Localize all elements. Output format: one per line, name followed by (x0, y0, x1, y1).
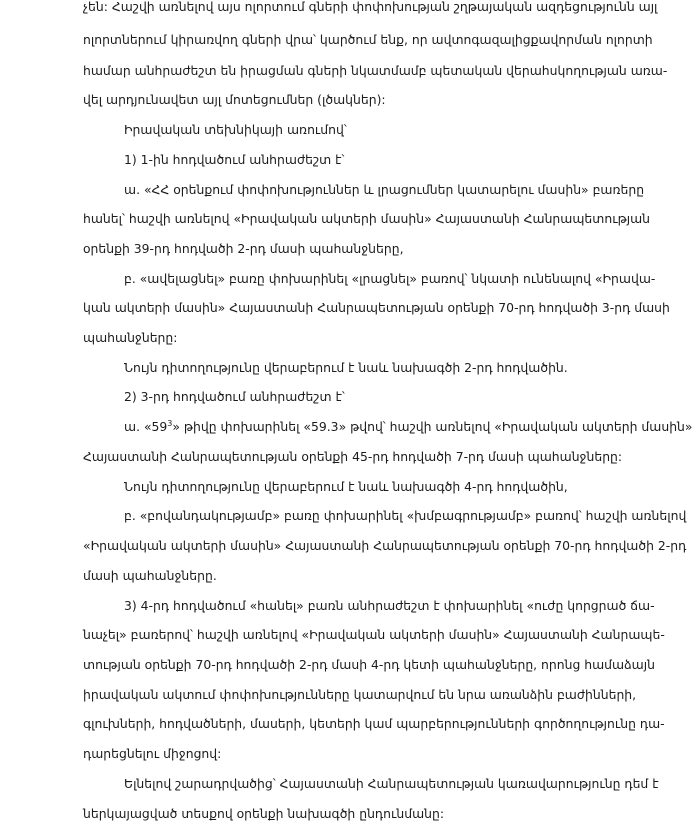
line-segment: » թիվը փոխարինել «59.3» թվով՝ հաշվի առնելով «Իրավական ակտերի մասին» (172, 419, 693, 434)
paragraph-line: դարեցնելու միջոցով: (83, 746, 222, 761)
paragraph-line: Ելնելով շարադրվածից՝ Հայաստանի Հանրապետության կառավարությունը դեմ է (124, 776, 659, 791)
line-segment: ա. «59 (124, 419, 168, 434)
paragraph-line: ներկայացված տեսքով օրենքի նախագծի ընդունմանը: (83, 806, 445, 821)
paragraph-line: Հայաստանի Հանրապետության օրենքի 45-րդ հոդվածի 7-րդ մասի պահանջները: (83, 449, 623, 464)
paragraph-line: «Իրավական ակտերի մասին» Հայաստանի Հանրապետության օրենքի 70-րդ հոդվածի 2-րդ (83, 538, 687, 553)
paragraph-line: գլուխների, հոդվածների, մասերի, կետերի կամ պարբերությունների գործողությունը դա- (83, 716, 665, 731)
superscript: 3 (167, 418, 173, 428)
paragraph-line: բ. «բովանդակությամբ» բառը փոխարինել «խմբագրությամբ» բառով՝ հաշվի առնելով (124, 508, 687, 523)
paragraph-line: հանել՝ հաշվի առնելով «Իրավական ակտերի մասին» Հայաստանի Հանրապետության (83, 211, 651, 226)
paragraph-line: չեն: Հաշվի առնելով այս ոլորտում գների փոփոխության շղթայական ազդեցությունն այլ (83, 0, 658, 14)
paragraph-line: Նույն դիտողությունը վերաբերում է նաև նախագծի 4-րդ հոդվածին, (124, 479, 568, 494)
paragraph-line: համար անհրաժեշտ են իրացման գների նկատմամբ պետական վերահսկողության առա- (83, 63, 668, 78)
paragraph-line: ոլորտներում կիրառվող գների վրա՝ կարծում ենք, որ ավտոգազալիցքավորման ոլորտի (83, 32, 653, 47)
section-heading: Իրավական տեխնիկայի առումով՝ (124, 122, 347, 137)
paragraph-line: 3) 4-րդ հոդվածում «հանել» բառն անհրաժեշտ է փոխարինել «ուժը կորցրած ճա- (124, 598, 655, 613)
paragraph-line: մասի պահանջները. (83, 568, 217, 583)
paragraph-line: Նույն դիտողությունը վերաբերում է նաև նախագծի 2-րդ հոդվածին. (124, 360, 568, 375)
paragraph-line: կան ակտերի մասին» Հայաստանի Հանրապետության օրենքի 70-րդ հոդվածի 3-րդ մասի (83, 300, 670, 315)
list-item-heading: 2) 3-րդ հոդվածում անհրաժեշտ է՝ (124, 389, 345, 404)
paragraph-line: պահանջները: (83, 330, 178, 345)
paragraph-line: տության օրենքի 70-րդ հոդվածի 2-րդ մասի 4-րդ կետի պահանջները, որոնց համաձայն (83, 657, 655, 672)
paragraph-line: իրավական ակտում փոփոխությունները կատարվում են նրա առանձին բաժինների, (83, 687, 637, 702)
paragraph-line: բ. «ավելացնել» բառը փոխարինել «լրացնել» բառով՝ նկատի ունենալով «Իրավա- (124, 271, 656, 286)
paragraph-line: օրենքի 39-րդ հոդվածի 2-րդ մասի պահանջները, (83, 241, 404, 256)
paragraph-line (124, 417, 693, 437)
list-item-heading: 1) 1-ին հոդվածում անհրաժեշտ է՝ (124, 152, 345, 167)
paragraph-line: վել արդյունավետ այլ մոտեցումներ (լծակներ): (83, 92, 386, 107)
paragraph-line: նաչել» բառերով՝ հաշվի առնելով «Իրավական ակտերի մասին» Հայաստանի Հանրապե- (83, 627, 665, 642)
paragraph-line: ա. «ՀՀ օրենքում փոփոխություններ և լրացումներ կատարելու մասին» բառերը (124, 182, 645, 197)
